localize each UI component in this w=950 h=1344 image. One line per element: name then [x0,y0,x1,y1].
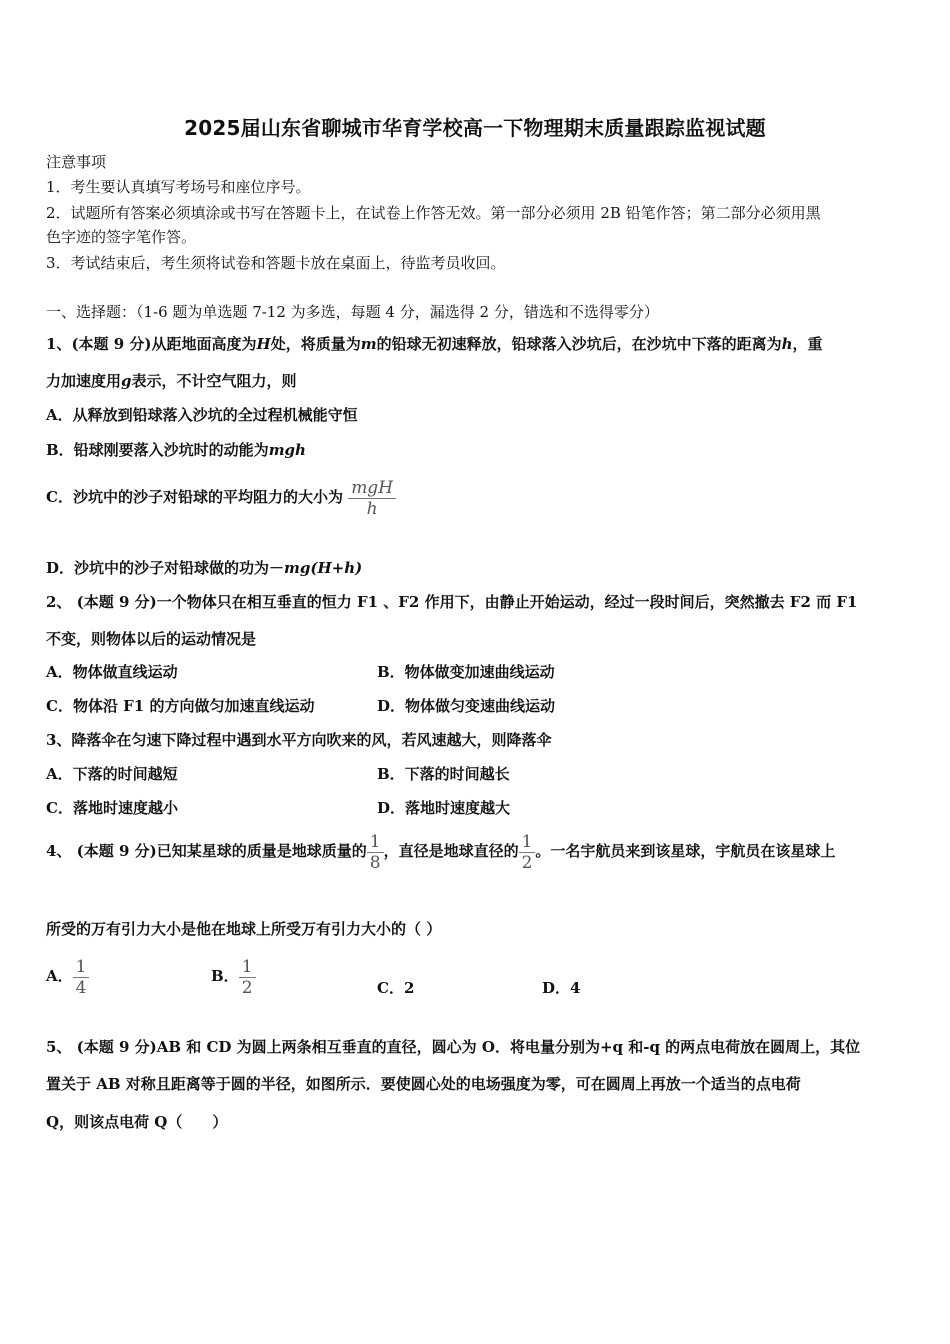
q5-stem-line2: 置关于 AB 对称且距离等于圆的半径，如图所示．要使圆心处的电场强度为零，可在圆周上再放一个适当的点电荷 [46,1075,801,1093]
q1-stem-line2: 力加速度用g表示，不计空气阻力，则 [46,372,297,390]
fraction-one-eighth: $\frac{1}{8}$ [367,832,384,873]
q4-stem-line1: 4、 (本题 9 分)已知某星球的质量是地球质量的 $\frac{1}{8}$ ，直径是地球直径的 $\frac{1}{2}$ 。一名宇航员来到该星球，宇航员在该星球上 [46,831,836,873]
q4-stem-line2: 所受的万有引力大小是他在地球上所受万有引力大小的（ ） [46,920,442,938]
q1-option-d: D．沙坑中的沙子对铅球做的功为－mg(H+h) [46,559,363,577]
q5-stem-line3: Q，则该点电荷 Q（ ） [46,1113,228,1131]
note-3: 3．考试结束后，考生须将试卷和答题卡放在桌面上，待监考员收回。 [46,254,506,272]
q2-option-a: A．物体做直线运动 [46,663,178,681]
page-title: 2025届山东省聊城市华育学校高一下物理期末质量跟踪监视试题 [184,116,766,140]
q4-option-a: A． $\frac{1}{4}$ [46,953,89,999]
fraction-mgH-over-h: $\frac{\text{mgH}}{h}$ [348,478,396,519]
q3-option-c: C．落地时速度越小 [46,799,178,817]
q1-stem-line1: 1、(本题 9 分)从距地面高度为H处，将质量为m的铅球无初速释放，铅球落入沙坑后，在沙坑中下落的距离为h，重 [46,335,823,353]
fraction-one-quarter: $\frac{1}{4}$ [73,957,90,998]
q1-option-c: C．沙坑中的沙子对铅球的平均阻力的大小为 $\frac{\text{mgH}}{h}$ [46,474,906,520]
q1-option-a: A．从释放到铅球落入沙坑的全过程机械能守恒 [46,406,358,424]
note-2-cont: 色字迹的签字笔作答。 [46,228,197,246]
note-2: 2．试题所有答案必须填涂或书写在答题卡上，在试卷上作答无效。第一部分必须用 2B 铅笔作答；第二部分必须用黑 [46,204,821,222]
q4-option-d: D．4 [542,979,581,997]
fraction-one-half: $\frac{1}{2}$ [519,832,536,873]
q3-option-b: B．下落的时间越长 [377,765,510,783]
q2-option-d: D．物体做匀变速曲线运动 [377,697,556,715]
q4-option-b: B． $\frac{1}{2}$ [211,953,256,999]
fraction-one-half-option: $\frac{1}{2}$ [239,957,256,998]
section-heading: 一、选择题：（1-6 题为单选题 7-12 为多选，每题 4 分，漏选得 2 分，错选和不选得零分） [46,303,659,321]
q2-stem-line1: 2、 (本题 9 分)一个物体只在相互垂直的恒力 F1 、F2 作用下，由静止开始运动，经过一段时间后，突然撤去 F2 而 F1 [46,593,858,611]
q5-stem-line1: 5、 (本题 9 分)AB 和 CD 为圆上两条相互垂直的直径，圆心为 O．将电量分别为+q 和-q 的两点电荷放在圆周上，其位 [46,1038,861,1056]
q2-stem-line2: 不变，则物体以后的运动情况是 [46,630,257,648]
note-1: 1．考生要认真填写考场号和座位序号。 [46,178,311,196]
q1-option-b: B．铅球刚要落入沙坑时的动能为mgh [46,441,306,459]
q2-option-b: B．物体做变加速曲线运动 [377,663,555,681]
q2-option-c: C．物体沿 F1 的方向做匀加速直线运动 [46,697,315,715]
notes-heading: 注意事项 [46,153,107,171]
q3-option-a: A．下落的时间越短 [46,765,178,783]
q4-option-c: C．2 [377,979,415,997]
q3-option-d: D．落地时速度越大 [377,799,511,817]
q3-stem: 3、降落伞在匀速下降过程中遇到水平方向吹来的风，若风速越大，则降落伞 [46,731,552,749]
